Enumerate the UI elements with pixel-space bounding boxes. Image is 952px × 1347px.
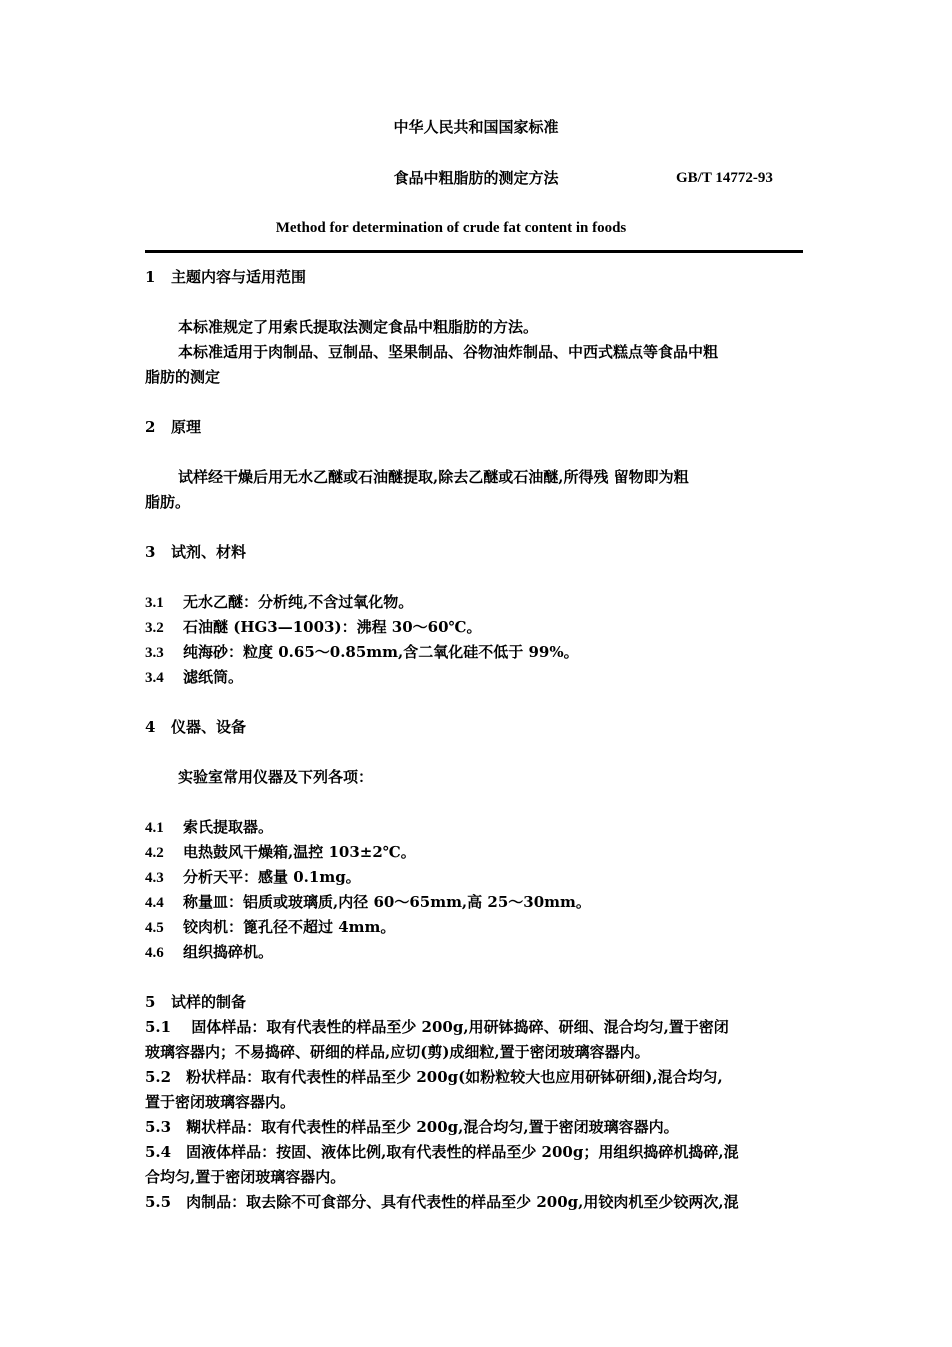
section-3-heading: 3 试剂、材料 (145, 543, 247, 561)
english-title: Method for determination of crude fat content in foods (275, 220, 627, 236)
section-5-line: 5.5 肉制品：取去除不可食部分、具有代表性的样品至少 200g,用铰肉机至少铰两次,混 (145, 1193, 739, 1211)
section-4-heading: 4 仪器、设备 (145, 718, 247, 736)
section-5-line: 5.2 粉状样品：取有代表性的样品至少 200g(如粉粒较大也应用研钵研细),混合均匀, (145, 1068, 723, 1086)
list-item: 3.3 纯海砂：粒度 0.65～0.85mm,含二氧化硅不低于 99%。 (145, 643, 579, 661)
section-5-line: 合均匀,置于密闭玻璃容器内。 (145, 1168, 346, 1186)
section-5-line: 玻璃容器内；不易捣碎、研细的样品,应切(剪)成细粒,置于密闭玻璃容器内。 (145, 1043, 650, 1061)
list-item: 4.2 电热鼓风干燥箱,温控 103±2℃。 (145, 843, 416, 861)
section-5-line: 5.1 固体样品：取有代表性的样品至少 200g,用研钵捣碎、研细、混合均匀,置于密闭 (145, 1018, 729, 1036)
section-5-line: 5.3 糊状样品：取有代表性的样品至少 200g,混合均匀,置于密闭玻璃容器内。 (145, 1118, 679, 1136)
list-item: 4.1 索氏提取器。 (145, 818, 274, 836)
list-item: 4.6 组织捣碎机。 (145, 943, 274, 961)
section-2-para-1-cont: 脂肪。 (145, 493, 191, 511)
list-item: 3.1 无水乙醚：分析纯,不含过氧化物。 (145, 593, 414, 611)
section-1-para-1: 本标准规定了用索氏提取法测定食品中粗脂肪的方法。 (178, 318, 539, 336)
section-1-para-2-cont: 脂肪的测定 (145, 368, 221, 386)
section-5-line: 置于密闭玻璃容器内。 (145, 1093, 296, 1111)
section-2-heading: 2 原理 (145, 418, 202, 436)
standard-code: GB/T 14772-93 (676, 170, 773, 186)
list-item: 4.5 铰肉机：篦孔径不超过 4mm。 (145, 918, 396, 936)
section-4-intro: 实验室常用仪器及下列各项： (178, 768, 374, 786)
list-item: 4.4 称量皿：铝质或玻璃质,内径 60～65mm,高 25～30mm。 (145, 893, 591, 911)
list-item: 4.3 分析天平：感量 0.1mg。 (145, 868, 361, 886)
section-1-para-2: 本标准适用于肉制品、豆制品、坚果制品、谷物油炸制品、中西式糕点等食品中粗 (178, 343, 719, 361)
header-rule (145, 250, 803, 253)
list-item: 3.2 石油醚 (HG3—1003)：沸程 30～60℃。 (145, 618, 482, 636)
section-5-heading: 5 试样的制备 (145, 993, 247, 1011)
standard-org: 中华人民共和国国家标准 (393, 118, 559, 136)
section-2-para-1: 试样经干燥后用无水乙醚或石油醚提取,除去乙醚或石油醚,所得残 留物即为粗 (178, 468, 689, 486)
section-1-heading: 1 主题内容与适用范围 (145, 268, 307, 286)
list-item: 3.4 滤纸筒。 (145, 668, 244, 686)
document-title: 食品中粗脂肪的测定方法 (393, 169, 559, 187)
section-5-line: 5.4 固液体样品：按固、液体比例,取有代表性的样品至少 200g；用组织捣碎机捣碎,混 (145, 1143, 739, 1161)
